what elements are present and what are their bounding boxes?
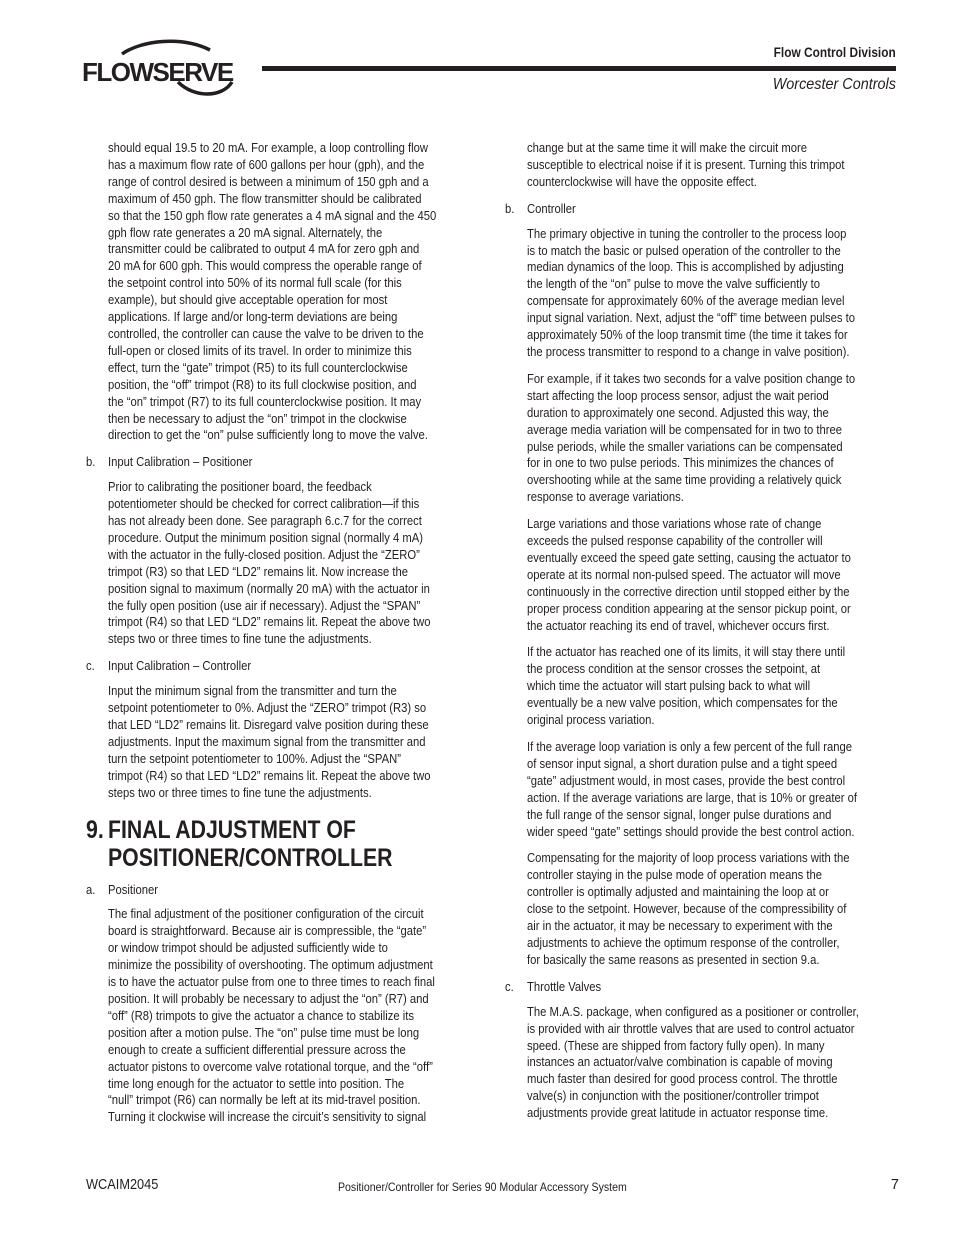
text-line: Turning it clockwise will increase the circuit’s sensitivity to signal — [108, 1109, 427, 1125]
subheading-label: Input Calibration – Positioner — [108, 454, 253, 470]
text-line: effect, turn the “gate” trimpot (R5) to its full counterclockwise — [108, 359, 408, 375]
subheading-input-calibration-positioner — [86, 454, 482, 471]
text-line: is to have the actuator pulse from one to three times to reach final — [108, 974, 435, 990]
text-line: The final adjustment of the positioner configuration of the circuit — [108, 906, 424, 922]
division-title: Flow Control Division — [773, 45, 896, 60]
text-line: applications. If large and/or long-term deviations are being — [108, 309, 398, 325]
section-heading — [86, 816, 482, 872]
text-line: Prior to calibrating the positioner board, the feedback — [108, 479, 372, 495]
text-line: is provided with air throttle valves that are used to control actuator — [527, 1020, 855, 1036]
text-line: The M.A.S. package, when configured as a positioner or controller, — [527, 1003, 859, 1019]
text-line: position after a motion pulse. The “on” pulse time must be long — [108, 1024, 420, 1040]
text-line: potentiometer should be checked for correct calibration—if this — [108, 496, 420, 512]
page-header — [0, 0, 954, 110]
text-line: has not already been done. See paragraph 6.c.7 for the correct — [108, 513, 422, 529]
subheading-letter: c. — [505, 979, 514, 994]
text-line: speed. (These are shipped from factory fully open). In many — [527, 1037, 825, 1053]
paragraph — [527, 739, 901, 840]
text-line: maximum of 450 gph. The flow transmitter should be calibrated — [108, 190, 422, 206]
text-line: the length of the “on” pulse to move the valve sufficiently to — [527, 276, 820, 292]
header-rule — [262, 66, 896, 71]
text-line: the process transmitter to respond to a change in valve position). — [527, 343, 850, 359]
text-line: which time the actuator will start pulsing back to what will — [527, 678, 811, 694]
text-line: Large variations and those variations whose rate of change — [527, 516, 822, 532]
text-line: Input the minimum signal from the transmitter and turn the — [108, 683, 397, 699]
text-line: direction to get the “on” pulse sufficiently long to move the valve. — [108, 427, 428, 443]
text-line: range of control desired is between a minimum of 150 gph and a — [108, 173, 429, 189]
text-line: exceeds the pulsed response capability of the controller will — [527, 533, 823, 549]
text-line: actuator pistons to overcome valve rotational torque, and the “off” — [108, 1058, 433, 1074]
paragraph — [527, 516, 901, 634]
text-line: that LED “LD2” remains lit. Disregard valve position during these — [108, 717, 429, 732]
flowserve-logo — [82, 38, 242, 100]
text-line: controller staying in the pulse mode of operation means the — [527, 867, 823, 883]
text-line: wider speed “gate” settings should provide the best control action. — [527, 823, 855, 839]
text-line: adjustments to achieve the optimum response of the controller, — [527, 934, 840, 950]
text-line: response to average variations. — [527, 489, 684, 505]
text-line: change but at the same time it will make the circuit more — [527, 140, 808, 155]
text-line: air in the actuator, it may be necessary to experiment with the — [527, 918, 833, 934]
document-id: WCAIM2045 — [86, 1177, 159, 1193]
text-line: trimpot (R4) so that LED “LD2” remains lit. Repeat the above two — [108, 767, 431, 783]
text-line: For example, if it takes two seconds for a valve position change to — [527, 370, 856, 386]
text-line: procedure. Output the minimum position signal (normally 4 mA) — [108, 529, 423, 545]
text-line: overshooting while at the same time providing a relatively quick — [527, 472, 842, 488]
text-line: the “on” trimpot (R7) to its full counterclockwise position. It may — [108, 393, 422, 409]
subheading-letter: b. — [505, 201, 515, 216]
text-line: has a maximum flow rate of 600 gallons per hour (gph), and the — [108, 156, 425, 172]
text-line: the process condition at the sensor crosses the setpoint, at — [527, 661, 821, 677]
text-line: transmitter could be calibrated to output 4 mA for zero gph and — [108, 241, 420, 257]
text-line: pulse periods, while the smaller variations can be compensated — [527, 438, 843, 454]
text-line: trimpot (R4) so that LED “LD2” remains lit. Repeat the above two — [108, 614, 431, 630]
paragraph — [527, 850, 901, 968]
text-line: start affecting the loop process sensor, adjust the wait period — [527, 387, 829, 403]
text-line: trimpot (R3) so that LED “LD2” remains lit. Now increase the — [108, 563, 408, 579]
text-line: for in one to two pulse periods. This minimizes the chances of — [527, 455, 834, 471]
subheading-label: Positioner — [108, 881, 159, 897]
text-line: action. If the average variations are large, that is 10% or greater of — [527, 789, 858, 805]
text-line: turn the setpoint potentiometer to 100%. Adjust the “SPAN” — [108, 750, 401, 766]
text-line: median dynamics of the loop. This is accomplished by adjusting — [527, 259, 844, 275]
text-line: steps two or three times to fine tune the adjustments. — [108, 784, 372, 800]
section-title-line: FINAL ADJUSTMENT OF — [108, 815, 356, 844]
text-line: susceptible to electrical noise if it is present. Turning this trimpot — [527, 156, 845, 172]
paragraph — [527, 1004, 901, 1122]
paragraph — [108, 479, 482, 648]
text-line: original process variation. — [527, 712, 655, 728]
text-line: input signal variation. Next, adjust the “off” time between pulses to — [527, 310, 855, 326]
text-line: 20 mA for 600 gph. This would compress the operable range of — [108, 258, 422, 274]
section-title-line: POSITIONER/CONTROLLER — [108, 843, 393, 872]
section-number: 9. — [86, 815, 104, 844]
text-line: time long enough for the actuator to settle into position. The — [108, 1075, 405, 1091]
text-line: with the actuator in the fully-closed position. Adjust the “ZERO” — [108, 546, 420, 562]
text-line: eventually exceed the speed gate setting, causing the actuator to — [527, 549, 851, 565]
subdivision-title: Worcester Controls — [772, 76, 896, 93]
text-line: the full range of the sensor signal, longer pulse durations and — [527, 806, 832, 822]
text-line: steps two or three times to fine tune the adjustments. — [108, 631, 372, 647]
text-line: the setpoint control into 50% of its normal full scale (for this — [108, 275, 402, 291]
text-line: instances an actuator/valve combination is capable of moving — [527, 1054, 833, 1070]
text-line: gph flow rate generates a 20 mA signal. Alternately, the — [108, 224, 383, 240]
text-line: average media variation will be compensated for in two to three — [527, 421, 843, 437]
subheading-label: Throttle Valves — [527, 978, 602, 994]
text-line: the actuator reaching its end of travel, whichever occurs first. — [527, 617, 830, 633]
page-number: 7 — [890, 1177, 899, 1193]
paragraph — [527, 644, 901, 729]
subheading-throttle-valves — [505, 979, 901, 996]
text-line: minimize the possibility of overshooting. The optimum adjustment — [108, 957, 433, 973]
text-line: of sensor input signal, a short duration pulse and a tight speed — [527, 755, 838, 771]
text-line: “null” trimpot (R6) can normally be left at its mid-travel position. — [108, 1092, 421, 1108]
text-line: eventually be a new valve position, which compensates for the — [527, 695, 838, 711]
text-line: counterclockwise will have the opposite effect. — [527, 173, 757, 189]
logo-wordmark: FLOWSERVE — [82, 57, 233, 87]
subheading-letter: c. — [86, 659, 95, 674]
section-title — [108, 816, 393, 872]
text-line: enough to create a sufficient differential pressure across the — [108, 1041, 406, 1057]
subheading-label: Input Calibration – Controller — [108, 658, 252, 674]
text-line: controlled, the controller can cause the valve to be driven to the — [108, 325, 424, 341]
text-line: If the average loop variation is only a few percent of the full range — [527, 739, 853, 754]
text-line: adjustments provide great latitude in actuator response time. — [527, 1105, 829, 1121]
paragraph — [527, 371, 901, 506]
subheading-positioner — [86, 882, 482, 899]
subheading-letter: b. — [86, 455, 96, 470]
text-line: position, the “off” trimpot (R8) to its full clockwise position, and — [108, 376, 417, 392]
text-line: The primary objective in tuning the controller to the process loop — [527, 225, 847, 241]
text-line: controller is optimally adjusted and maintaining the loop at or — [527, 884, 829, 900]
text-line: setpoint potentiometer to 0%. Adjust the “ZERO” trimpot (R3) so — [108, 700, 427, 716]
text-line: full-open or closed limits of its travel. In order to minimize this — [108, 342, 412, 358]
text-line: If the actuator has reached one of its limits, it will stay there until — [527, 644, 846, 660]
subheading-label: Controller — [527, 200, 576, 216]
text-line: “gate” adjustment would, in most cases, provide the best control — [527, 772, 846, 788]
paragraph — [108, 906, 482, 1126]
text-line: valve(s) in conjunction with the positioner/controller trimpot — [527, 1088, 819, 1104]
text-line: for basically the same reasons as presented in section 9.a. — [527, 951, 820, 967]
text-line: continuously in the corrective direction until stopped either by the — [527, 583, 850, 599]
text-line: so that the 150 gph flow rate generates a 4 mA signal and the 450 — [108, 207, 437, 223]
subheading-letter: a. — [86, 882, 96, 897]
text-line: close to the setpoint. However, because of the compressibility of — [527, 901, 847, 917]
text-line: “off” (R8) trimpots to give the actuator a chance to stabilize its — [108, 1007, 415, 1023]
text-line: operate at its normal non-pulsed speed. The actuator will move — [527, 566, 841, 582]
right-column — [505, 140, 901, 1132]
subheading-input-calibration-controller — [86, 658, 482, 675]
text-line: duration to approximately one second. Adjusted this way, the — [527, 404, 829, 420]
footer-title: Positioner/Controller for Series 90 Modular Accessory System — [338, 1180, 627, 1194]
paragraph — [527, 226, 901, 361]
left-column — [86, 140, 482, 1136]
text-line: example), but should give acceptable operation for most — [108, 292, 388, 308]
text-line: or window trimpot should be adjusted sufficiently wide to — [108, 940, 388, 956]
text-line: then be necessary to adjust the “on” trimpot in the clockwise — [108, 410, 407, 426]
text-line: approximately 50% of the loop transmit time (the time it takes for — [527, 327, 848, 343]
subheading-controller — [505, 201, 901, 218]
text-line: position. It will probably be necessary to adjust the “on” (R7) and — [108, 990, 429, 1006]
paragraph — [108, 683, 482, 801]
text-line: should equal 19.5 to 20 mA. For example, a loop controlling flow — [108, 140, 429, 155]
paragraph — [527, 140, 901, 191]
text-line: proper process condition appearing at the sensor pickup point, or — [527, 600, 851, 616]
text-line: position signal to maximum (normally 20 mA) with the actuator in — [108, 580, 430, 596]
text-line: the fully open position (use air if necessary). Adjust the “SPAN” — [108, 597, 421, 613]
text-line: much faster than desired for good process control. The throttle — [527, 1071, 838, 1087]
text-line: Compensating for the majority of loop process variations with the — [527, 850, 850, 866]
text-line: is to match the basic or pulsed operation of the controller to the — [527, 242, 841, 258]
text-line: compensate for approximately 60% of the average median level — [527, 293, 845, 309]
text-line: adjustments. Input the maximum signal from the transmitter and — [108, 733, 426, 749]
text-line: board is straightforward. Because air is compressible, the “gate” — [108, 923, 427, 939]
paragraph — [108, 140, 482, 444]
